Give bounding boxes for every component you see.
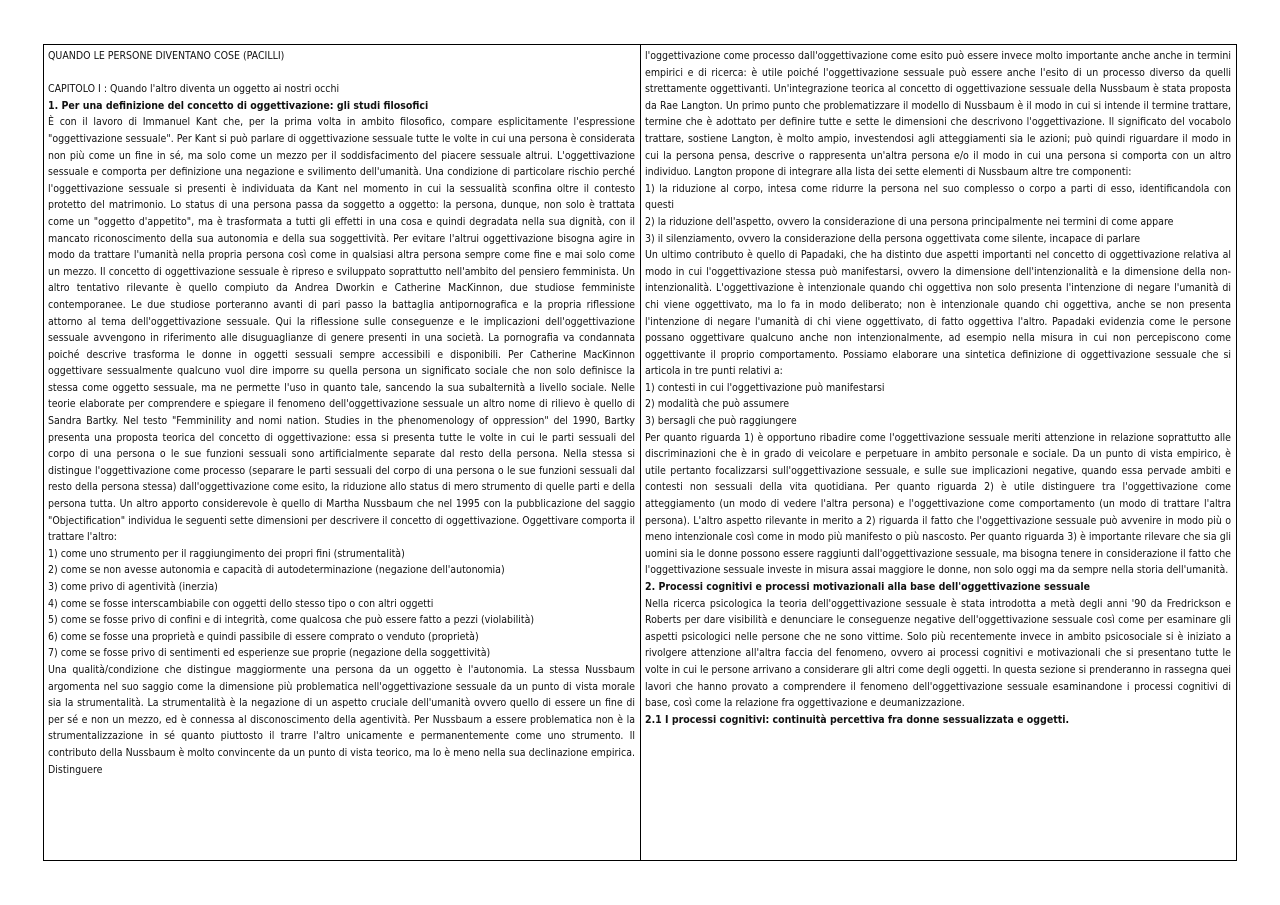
document-title: QUANDO LE PERSONE DIVENTANO COSE (PACILLI) [48,50,285,62]
list-item: 3) come privo di agentività (inerzia) [48,581,218,593]
list-item: 3) bersagli che può raggiungere [645,415,797,428]
list-item: 1) come uno strumento per il raggiungimento dei propri fini (strumentalità) [48,547,405,560]
paragraph-kant: È con il lavoro di Immanuel Kant che, per la prima volta in ambito filosofico, compare esplicitamente l'espressione "oggettivazione sessuale". Per Kant si può parlare di oggettivazione sessuale tutte le volte in cui una persona è considerata non più come un fine in sé, ma solo come un mezzo per il soddisfacimento del piacere sessuale altrui. L'oggettivazione sessuale e comporta per definizione una negazione e svilimento dell'umanità. Una condizione di particolare rischio perché l'oggettivazione sessuale si presenti è individuata da Kant nel momento in cui la sessualità sconfina oltre il contesto protetto del matrimonio. Lo status di una persona passa da soggetto a oggetto: la persona, dunque, non solo è trattata come un "oggetto d'appetito", ma è trasformata a tutti gli effetti in una cosa e quindi degradata nella sua dignità, con il mancato riconoscimento della sua autonomia e della sua soggettività. Per evitare l'altrui oggettivazione bisogna agire in modo da trattare l'umanità nella propria persona così come in qualsiasi altra persona sempre come fine e mai solo come un mezzo. Il concetto di oggettivazione sessuale è ripreso e sviluppato soprattutto nell'ambito del pensiero femminista. Un altro tentativo rilevante è quello compiuto da Andrea Dworkin e Catherine MacKinnon, due studiose femministe contemporanee. Le due studiose porteranno avanti di pari passo la battaglia antipornografica e la propria riflessione attorno al tema dell'oggettivazione sessuale. Qui la riflessione sulle conseguenze e le implicazioni dell'oggettivazione sessuale avvengono in riferimento alle disuguaglianze di genere presenti in una società. La pornografia va condannata poiché descrive trasforma le donne in oggetti sessuali sempre accessibili e disponibili. Per Catherine MacKinnon oggettivare sessualmente qualcuno vuol dire imporre su quella persona un significato sociale che non solo definisce la stessa come oggetto sessuale, ma ne permette l'uso in quanto tale, sancendo la sua subalternità a livello sociale. Nelle teorie elaborate per comprendere e spiegare il fenomeno dell'oggettivazione sessuale un altro nome di rilievo è quello di Sandra Bartky. Nel testo "Femminility and nomi nation. Studies in the phenomenology of oppression" del 1990, Bartky presenta una proposta teorica del concetto di oggettivazione: essa si presenta tutte le volte in cui le parti sessuali del corpo di una persona o le sue funzioni sessuali sono artificialmente separate dal resto della persona. Nella stessa si distingue l'oggettivazione come processo (separare le parti sessuali del corpo di una persona o le sue funzioni sessuali dal resto della persona stessa) dall'oggettivazione come esito, la riduzione allo status di mero strumento di quelle parti e della persona tutta. Un altro apporto considerevole è quello di Martha Nussbaum che nel 1995 con la pubblicazione del saggio "Objectification" individua le seguenti sette dimensioni per descrivere il concetto di oggettivazione. Oggettivare comporta il trattare l'altro: [48,116,635,544]
paragraph-fredrickson: Nella ricerca psicologica la teoria dell'oggettivazione sessuale è stata introdotta a metà degli anni '90 da Fredrickson e Roberts per dare visibilità e denunciare le conseguenze negative dell'oggettivazione sessuale così come per esaminare gli aspetti psicologici nelle persone che ne sono vittime. Solo più recentemente invece in ambito psicosociale si è iniziato a rivolgere attenzione all'altra faccia del fenomeno, ovvero ai processi cognitivi e motivazionali che si presentano tutte le volte in cui le persone arrivano a considerare gli altri come degli oggetti. In questa sezione si prenderanno in rassegna quei lavori che hanno provato a comprendere il fenomeno dell'oggettivazione sessuale esaminandone i processi cognitivi di base, così come la relazione fra oggettivazione e deumanizzazione. [645,597,1231,710]
paragraph-autonomy: Una qualità/condizione che distingue maggiormente una persona da un oggetto è l'autonomia. La stessa Nussbaum argomenta nel suo saggio come la dimensione più problematica nell'oggettivazione sessuale da un punto di vista morale sia la strumentalità. La strumentalità è la negazione di un aspetto cruciale dell'umanità ovvero quello di essere un fine di per sé e non un mezzo, ed è connessa al disconoscimento della agentività. Per Nussbaum a essere problematica non è la strumentalizzazione in sé quanto piuttosto il trarre l'altro unicamente e permanentemente come uno strumento. Il contributo della Nussbaum è molto convincente da un punto di vista teorico, ma lo è meno nella sua declinazione empirica. Distinguere [48,663,635,776]
paragraph-papadaki: Un ultimo contributo è quello di Papadaki, che ha distinto due aspetti importanti nel concetto di oggettivazione relativa al modo in cui l'oggettivazione stessa può manifestarsi, ovvero la dimensione dell'intenzionalità e la dimensione della non-intenzionalità. L'oggettivazione è intenzionale quando chi oggettiva non solo presenta l'intenzione di negare l'umanità di chi viene oggettivato, ma lo fa in modo deliberato; non è intenzionale quando chi oggettiva, anche se non presenta l'intenzione di negare l'umanità di chi viene oggettivato, di fatto oggettiva l'altro. Papadaki evidenzia come le persone possano oggettivare qualcuno anche non intenzionalmente, ad esempio nella misura in cui non percepiscono come oggettivante il proprio comportamento. Possiamo elaborare una sintetica definizione di oggettivazione sessuale che si articola in tre punti relativi a: [645,249,1231,378]
section-1-heading: 1. Per una definizione del concetto di oggettivazione: gli studi filosofici [48,99,429,112]
document-page [43,44,1237,861]
list-item: 2) la riduzione dell'aspetto, ovvero la considerazione di una persona principalmente nei termini di come appare [645,215,1174,228]
list-item: 3) il silenziamento, ovvero la considerazione della persona oggettivata come silente, incapace di parlare [645,232,1141,245]
list-item: 6) come se fosse una proprietà e quindi passibile di essere comprato o venduto (proprietà) [48,630,479,643]
list-item: 7) come se fosse privo di sentimenti ed esperienze sue proprie (negazione della soggettività) [48,647,491,660]
list-item: 2) modalità che può assumere [645,398,790,411]
section-2-heading: 2. Processi cognitivi e processi motivazionali alla base dell'oggettivazione sessuale [645,581,1091,593]
list-item: 4) come se fosse interscambiabile con oggetti dello stesso tipo o con altri oggetti [48,597,434,610]
list-item: 1) la riduzione al corpo, intesa come ridurre la persona nel suo complesso o corpo a parti di esso, identificandola con questi [645,182,1231,212]
blank-line [48,65,635,82]
paragraph-langton: l'oggettivazione come processo dall'oggettivazione come esito può essere invece molto importante anche anche in termini empirici e di ricerca: è utile poiché l'oggettivazione sessuale può essere anche l'esito di un processo diverso da quelli strettamente oggettivanti. Un'integrazione teorica al concetto di oggettivazione sessuale della Nussbaum è stata proposta da Rae Langton. Un primo punto che problematizzare il modello di Nussbaum è il modo in cui si intende il termine trattare, termine che è adottato per definire tutte e sette le dimensioni che descrivono l'oggettivazione. Il significato del vocabolo trattare, sostiene Langton, è molto ampio, investendosi agli atteggiamenti sia le azioni; può quindi riguardare il modo in cui la persona pensa, descrive o rappresenta un'altra persona e/o il modo in cui una persona si comporta con un altro individuo. Langton propone di integrare alla lista dei sette elementi di Nussbaum altre tre componenti: [645,50,1231,179]
list-item: 1) contesti in cui l'oggettivazione può manifestarsi [645,381,885,394]
chapter-title: CAPITOLO I : Quando l'altro diventa un oggetto ai nostri occhi [48,83,340,96]
list-item: 5) come se fosse privo di confini e di integrità, come qualcosa che può essere fatto a pezzi (violabilità) [48,614,535,627]
list-item: 2) come se non avesse autonomia e capacità di autodeterminazione (negazione dell'autonomia) [48,564,505,577]
paragraph-points: Per quanto riguarda 1) è opportuno ribadire come l'oggettivazione sessuale meriti attenzione in relazione soprattutto alle discriminazioni che è in grado di veicolare e perpetuare in ambito personale e sociale. Da un punto di vista empirico, è utile pertanto focalizzarsi sull'oggettivazione sessuale, e sulle sue implicazioni negative, quando essa pervade ambiti e contesti non sessuali della vita quotidiana. Per quanto riguarda 2) è utile distinguere tra l'oggettivazione come atteggiamento (un modo di vedere l'altra persona) e l'oggettivazione come comportamento (un modo di trattare l'altra persona). L'altro aspetto rilevante in merito a 2) riguarda il fatto che l'oggettivazione sessuale può avvenire in modo più o meno intenzionale così come in modo più manifesto o più nascosto. Per quanto riguarda 3) è importante rilevare che sia gli uomini sia le donne possono essere raggiunti dall'oggettivazione sessuale, ma bisogna tenere in considerazione il fatto che l'oggettivazione sessuale investe in misura assai maggiore le donne, non solo oggi ma da sempre nella storia dell'umanità. [645,431,1231,577]
section-2-1-heading: 2.1 I processi cognitivi: continuità percettiva fra donne sessualizzata e oggetti. [645,713,1070,726]
right-column [641,45,1236,860]
left-column [44,45,641,860]
